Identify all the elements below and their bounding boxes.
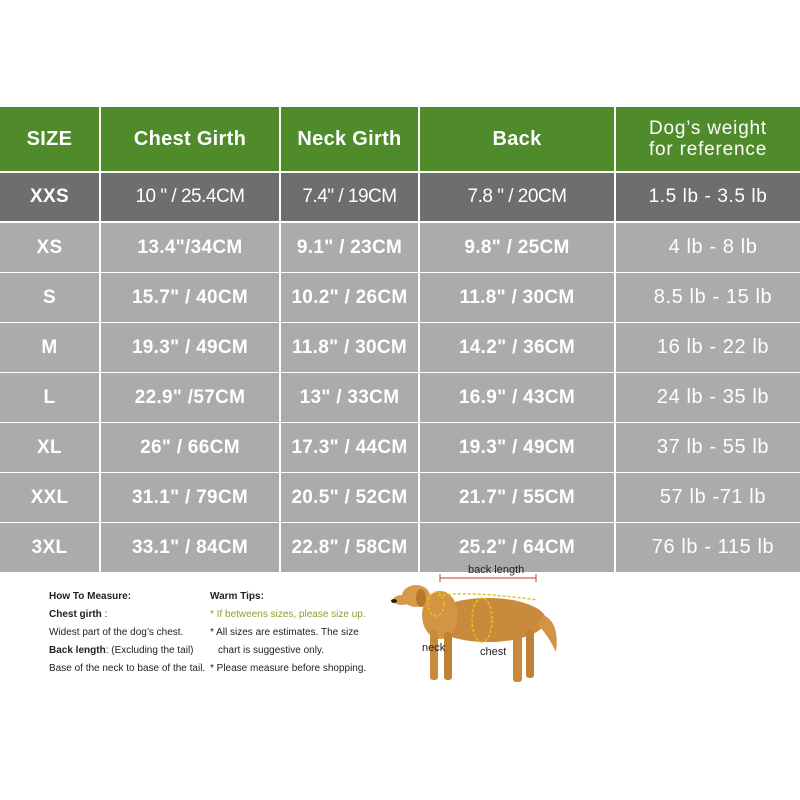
chest-girth-desc: Widest part of the dog’s chest. bbox=[49, 627, 184, 638]
cell-size: L bbox=[0, 373, 101, 422]
table-row bbox=[0, 423, 800, 472]
table-row bbox=[0, 323, 800, 372]
back-length-tag: back length bbox=[468, 564, 525, 576]
cell-neck-girth: 11.8" / 30CM bbox=[281, 323, 420, 372]
tip-measure: * Please measure before shopping. bbox=[210, 663, 367, 674]
cell-size: XS bbox=[0, 223, 101, 272]
cell-chest-girth: 13.4"/34CM bbox=[101, 223, 281, 272]
cell-weight: 8.5 lb - 15 lb bbox=[616, 273, 800, 322]
cell-neck-girth: 13" / 33CM bbox=[281, 373, 420, 422]
table-row bbox=[0, 223, 800, 272]
cell-neck-girth: 20.5" / 52CM bbox=[281, 473, 420, 522]
table-row bbox=[0, 473, 800, 522]
size-chart-table bbox=[0, 107, 800, 573]
cell-chest-girth: 33.1" / 84CM bbox=[101, 523, 281, 572]
cell-weight: 4 lb - 8 lb bbox=[616, 223, 800, 272]
cell-chest-girth: 15.7" / 40CM bbox=[101, 273, 281, 322]
back-length-label: Back length bbox=[49, 645, 106, 656]
dog-illustration bbox=[388, 560, 568, 695]
chest-girth-line bbox=[49, 606, 205, 624]
cell-size: XL bbox=[0, 423, 101, 472]
cell-neck-girth: 22.8" / 58CM bbox=[281, 523, 420, 572]
chest-tag: chest bbox=[480, 646, 507, 658]
cell-neck-girth: 7.4" / 19CM bbox=[281, 173, 420, 221]
tip-estimates-cont: chart is suggestive only. bbox=[218, 645, 324, 656]
cell-back: 14.2" / 36CM bbox=[420, 323, 616, 372]
back-length-desc: Base of the neck to base of the tail. bbox=[49, 663, 206, 674]
cell-neck-girth: 10.2" / 26CM bbox=[281, 273, 420, 322]
cell-chest-girth: 22.9" /57CM bbox=[101, 373, 281, 422]
back-length-line bbox=[49, 642, 205, 660]
header-neck-girth: Neck Girth bbox=[281, 107, 420, 171]
cell-back: 25.2" / 64CM bbox=[420, 523, 616, 572]
back-length-suffix: : (Excluding the tail) bbox=[105, 645, 194, 656]
chest-girth-suffix: : bbox=[101, 609, 108, 620]
cell-size: 3XL bbox=[0, 523, 101, 572]
cell-size: M bbox=[0, 323, 101, 372]
cell-weight: 24 lb - 35 lb bbox=[616, 373, 800, 422]
cell-weight: 57 lb -71 lb bbox=[616, 473, 800, 522]
warm-tips-title: Warm Tips: bbox=[210, 591, 264, 602]
cell-chest-girth: 26" / 66CM bbox=[101, 423, 281, 472]
tip-estimates: * All sizes are estimates. The size bbox=[210, 627, 359, 638]
how-to-measure-title: How To Measure: bbox=[49, 591, 132, 602]
table-row bbox=[0, 173, 800, 221]
cell-weight: 1.5 lb - 3.5 lb bbox=[616, 173, 800, 221]
header-size: SIZE bbox=[0, 107, 101, 171]
cell-size: XXS bbox=[0, 173, 101, 221]
header-chest-girth: Chest Girth bbox=[101, 107, 281, 171]
cell-chest-girth: 31.1" / 79CM bbox=[101, 473, 281, 522]
cell-weight: 37 lb - 55 lb bbox=[616, 423, 800, 472]
header-back: Back bbox=[420, 107, 616, 171]
table-row bbox=[0, 373, 800, 422]
dog-measure-diagram bbox=[388, 560, 568, 695]
cell-neck-girth: 17.3" / 44CM bbox=[281, 423, 420, 472]
header-weight: Dog’s weight for reference bbox=[616, 107, 800, 171]
cell-back: 7.8 " / 20CM bbox=[420, 173, 616, 221]
cell-back: 11.8" / 30CM bbox=[420, 273, 616, 322]
tip-size-up: * If betweens sizes, please size up. bbox=[210, 609, 366, 620]
chest-girth-label: Chest girth bbox=[49, 609, 102, 620]
table-row bbox=[0, 273, 800, 322]
cell-back: 21.7" / 55CM bbox=[420, 473, 616, 522]
cell-back: 16.9" / 43CM bbox=[420, 373, 616, 422]
cell-back: 9.8" / 25CM bbox=[420, 223, 616, 272]
neck-tag: neck bbox=[422, 642, 446, 654]
cell-size: XXL bbox=[0, 473, 101, 522]
cell-back: 19.3" / 49CM bbox=[420, 423, 616, 472]
how-to-measure bbox=[49, 588, 205, 678]
cell-size: S bbox=[0, 273, 101, 322]
cell-chest-girth: 19.3" / 49CM bbox=[101, 323, 281, 372]
cell-weight: 76 lb - 115 lb bbox=[616, 523, 800, 572]
table-header bbox=[0, 107, 800, 171]
warm-tips bbox=[210, 588, 366, 678]
cell-neck-girth: 9.1" / 23CM bbox=[281, 223, 420, 272]
cell-weight: 16 lb - 22 lb bbox=[616, 323, 800, 372]
cell-chest-girth: 10 " / 25.4CM bbox=[101, 173, 281, 221]
